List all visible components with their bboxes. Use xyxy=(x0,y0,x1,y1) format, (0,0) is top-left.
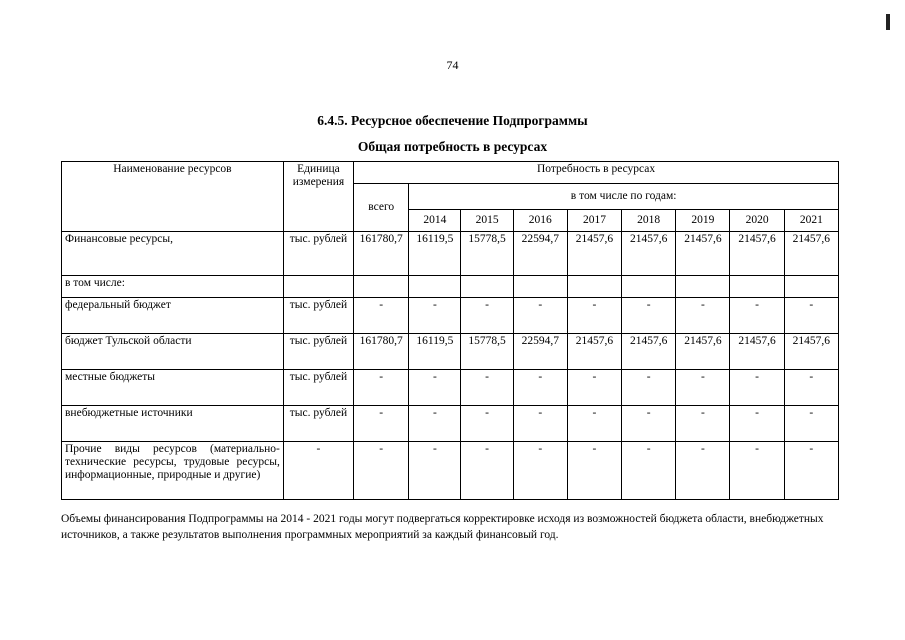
year-value-cell: - xyxy=(676,298,730,334)
total-cell: - xyxy=(354,442,409,500)
year-value-cell: - xyxy=(409,406,461,442)
year-value-cell: - xyxy=(784,370,838,406)
table-row xyxy=(62,298,839,334)
year-value-cell xyxy=(567,276,621,298)
resource-name: Прочие виды ресурсов (материально-технические ресурсы, трудовые ресурсы, информационные, природные и другие) xyxy=(62,442,284,500)
year-value-cell: - xyxy=(513,370,567,406)
year-value-cell: - xyxy=(409,370,461,406)
year-value-cell: - xyxy=(676,406,730,442)
year-value-cell: - xyxy=(676,442,730,500)
year-value-cell: 21457,6 xyxy=(730,232,784,276)
unit-cell: тыс. рублей xyxy=(283,298,353,334)
year-header: 2015 xyxy=(461,210,513,232)
year-value-cell: - xyxy=(513,298,567,334)
year-value-cell: 21457,6 xyxy=(676,232,730,276)
total-cell: 161780,7 xyxy=(354,334,409,370)
total-cell: 161780,7 xyxy=(354,232,409,276)
year-header: 2019 xyxy=(676,210,730,232)
year-header: 2020 xyxy=(730,210,784,232)
table-row xyxy=(62,276,839,298)
year-value-cell: - xyxy=(622,406,676,442)
year-value-cell: 21457,6 xyxy=(784,334,838,370)
footnote: Объемы финансирования Подпрограммы на 2014 - 2021 годы могут подвергаться корректировке исходя из возможностей бюджета области, внебюджетных источников, а также результатов выполнения программных мероприятий за каждый финансовый год. xyxy=(61,513,824,541)
year-value-cell: - xyxy=(513,442,567,500)
year-value-cell xyxy=(409,276,461,298)
year-value-cell: - xyxy=(622,442,676,500)
unit-cell: тыс. рублей xyxy=(283,334,353,370)
year-value-cell: 21457,6 xyxy=(730,334,784,370)
year-value-cell: 16119,5 xyxy=(409,334,461,370)
year-value-cell: 21457,6 xyxy=(567,232,621,276)
year-value-cell: - xyxy=(513,406,567,442)
unit-cell: тыс. рублей xyxy=(283,406,353,442)
year-value-cell xyxy=(461,276,513,298)
scan-mark xyxy=(886,14,890,30)
year-value-cell: 15778,5 xyxy=(461,334,513,370)
year-value-cell: - xyxy=(622,370,676,406)
year-value-cell: 21457,6 xyxy=(567,334,621,370)
year-value-cell: - xyxy=(676,370,730,406)
year-value-cell: - xyxy=(461,406,513,442)
year-value-cell: - xyxy=(567,442,621,500)
table-row xyxy=(62,370,839,406)
year-value-cell xyxy=(513,276,567,298)
year-value-cell: - xyxy=(567,370,621,406)
year-value-cell: 22594,7 xyxy=(513,232,567,276)
year-value-cell: - xyxy=(409,298,461,334)
year-value-cell: - xyxy=(730,442,784,500)
year-value-cell: 15778,5 xyxy=(461,232,513,276)
year-value-cell: - xyxy=(730,406,784,442)
year-value-cell: - xyxy=(784,406,838,442)
unit-cell: тыс. рублей xyxy=(283,370,353,406)
table-body xyxy=(62,232,839,500)
year-value-cell: - xyxy=(461,298,513,334)
section-title: 6.4.5. Ресурсное обеспечение Подпрограммы xyxy=(317,113,588,128)
year-value-cell: - xyxy=(461,370,513,406)
year-header: 2016 xyxy=(513,210,567,232)
year-header: 2017 xyxy=(567,210,621,232)
year-value-cell: - xyxy=(784,442,838,500)
unit-cell xyxy=(283,276,353,298)
year-value-cell: 21457,6 xyxy=(784,232,838,276)
table-title: Общая потребность в ресурсах xyxy=(357,139,548,154)
resource-name: в том числе: xyxy=(62,276,284,298)
year-value-cell: 21457,6 xyxy=(676,334,730,370)
table-row xyxy=(62,406,839,442)
year-header: 2014 xyxy=(409,210,461,232)
year-value-cell: - xyxy=(567,298,621,334)
year-value-cell xyxy=(622,276,676,298)
year-value-cell xyxy=(784,276,838,298)
resource-name: местные бюджеты xyxy=(62,370,284,406)
year-value-cell: 22594,7 xyxy=(513,334,567,370)
year-value-cell: 21457,6 xyxy=(622,334,676,370)
total-cell: - xyxy=(354,370,409,406)
header-by-years: в том числе по годам: xyxy=(409,184,839,210)
resources-table xyxy=(61,161,839,500)
year-value-cell: - xyxy=(409,442,461,500)
resource-name: федеральный бюджет xyxy=(62,298,284,334)
resource-name: внебюджетные источники xyxy=(62,406,284,442)
year-value-cell: 21457,6 xyxy=(622,232,676,276)
year-value-cell: - xyxy=(622,298,676,334)
year-value-cell: 16119,5 xyxy=(409,232,461,276)
year-value-cell xyxy=(730,276,784,298)
year-header: 2018 xyxy=(622,210,676,232)
resource-name: Финансовые ресурсы, xyxy=(62,232,284,276)
resource-name: бюджет Тульской области xyxy=(62,334,284,370)
header-unit: Единица измерения xyxy=(283,162,353,232)
total-cell: - xyxy=(354,406,409,442)
table-row xyxy=(62,334,839,370)
table-row xyxy=(62,442,839,500)
total-cell xyxy=(354,276,409,298)
year-value-cell: - xyxy=(730,298,784,334)
year-header: 2021 xyxy=(784,210,838,232)
header-total: всего xyxy=(354,184,409,232)
table-row xyxy=(62,232,839,276)
year-value-cell: - xyxy=(730,370,784,406)
page-number: 74 xyxy=(446,58,459,72)
total-cell: - xyxy=(354,298,409,334)
year-value-cell xyxy=(676,276,730,298)
header-name: Наименование ресурсов xyxy=(62,162,284,232)
unit-cell: - xyxy=(283,442,353,500)
year-value-cell: - xyxy=(461,442,513,500)
year-value-cell: - xyxy=(567,406,621,442)
year-value-cell: - xyxy=(784,298,838,334)
unit-cell: тыс. рублей xyxy=(283,232,353,276)
header-need: Потребность в ресурсах xyxy=(354,162,839,184)
